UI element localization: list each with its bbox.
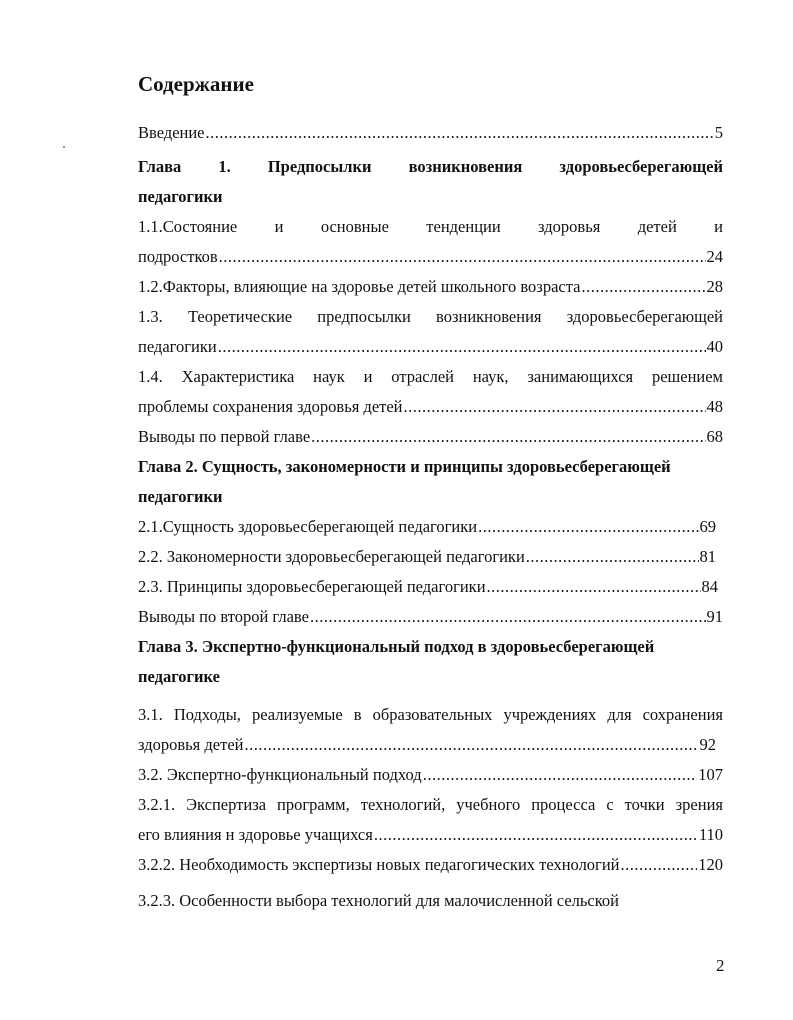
toc-entry-conclusion-1[interactable] <box>138 426 723 448</box>
toc-entry-2-2[interactable] <box>138 546 716 568</box>
toc-page-number: 69 <box>699 517 716 536</box>
toc-entry-2-3[interactable] <box>138 576 718 598</box>
toc-entry-3-2-2[interactable] <box>138 854 723 876</box>
toc-entry-3-2-3[interactable]: 3.2.3. Особенности выбора технологий для малочисленной сельской <box>138 891 619 910</box>
toc-entry-text: Выводы по первой главе <box>138 427 311 446</box>
toc-page-number: 92 <box>699 735 716 754</box>
toc-entry-3-1-cont <box>138 734 716 756</box>
toc-entry-text: 2.3. Принципы здоровьесберегающей педагогики <box>138 577 486 596</box>
toc-entry-text: 3.2.2. Необходимость экспертизы новых педагогических технологий <box>138 855 620 874</box>
toc-page-number: 40 <box>706 337 723 356</box>
toc-entry-text: 2.1.Сущность здоровьесберегающей педагогики <box>138 517 478 536</box>
toc-page-number: 5 <box>714 123 723 142</box>
toc-entry-1-1[interactable]: 1.1.Состояние и основные тенденции здоровья детей и <box>138 217 723 236</box>
toc-entry-text: проблемы сохранения здоровья детей <box>138 397 403 416</box>
toc-entry-text: 1.2.Факторы, влияющие на здоровье детей школьного возраста <box>138 277 581 296</box>
toc-page-number: 91 <box>706 607 723 626</box>
toc-entry-3-2-1[interactable]: 3.2.1. Экспертиза программ, технологий, учебного процесса с точки зрения <box>138 795 723 814</box>
toc-entry-text: Введение <box>138 123 205 142</box>
toc-entry-3-2[interactable] <box>138 764 723 786</box>
toc-page-number: 110 <box>698 825 723 844</box>
toc-entry-text: здоровья детей <box>138 735 244 754</box>
toc-entry-text: Выводы по второй главе <box>138 607 309 626</box>
scan-speck <box>63 146 65 148</box>
toc-page-number: 24 <box>706 247 723 266</box>
toc-page-number: 48 <box>706 397 723 416</box>
toc-entry-intro[interactable] <box>138 122 723 144</box>
toc-entry-text: 3.2. Экспертно-функциональный подход <box>138 765 422 784</box>
toc-entry-1-3-cont <box>138 336 723 358</box>
toc-entry-text: 2.2. Закономерности здоровьесберегающей педагогики <box>138 547 525 566</box>
toc-chapter-1[interactable]: Глава 1. Предпосылки возникновения здоровьесберегающей <box>138 157 723 176</box>
toc-entry-1-4[interactable]: 1.4. Характеристика наук и отраслей наук, занимающихся решением <box>138 367 723 386</box>
toc-entry-1-2[interactable] <box>138 276 723 298</box>
toc-chapter-3-cont: педагогике <box>138 667 220 686</box>
toc-entry-text: педагогики <box>138 337 217 356</box>
toc-entry-1-4-cont <box>138 396 723 418</box>
toc-chapter-2-cont: педагогики <box>138 487 223 506</box>
toc-entry-text: подростков <box>138 247 218 266</box>
toc-chapter-1-cont: педагогики <box>138 187 223 206</box>
toc-chapter-2[interactable]: Глава 2. Сущность, закономерности и принципы здоровьесберегающей <box>138 457 671 476</box>
page-number: 2 <box>716 956 725 975</box>
toc-entry-conclusion-2[interactable] <box>138 606 723 628</box>
toc-page-number: 120 <box>698 855 723 874</box>
page-title: Содержание <box>138 72 254 96</box>
toc-entry-3-1[interactable]: 3.1. Подходы, реализуемые в образовательных учреждениях для сохранения <box>138 705 723 724</box>
toc-entry-text: его влияния н здоровье учащихся <box>138 825 373 844</box>
toc-page-number: 81 <box>699 547 716 566</box>
toc-entry-1-1-cont <box>138 246 723 268</box>
toc-page-number: 68 <box>706 427 723 446</box>
toc-entry-2-1[interactable] <box>138 516 716 538</box>
toc-entry-3-2-1-cont <box>138 824 723 846</box>
toc-page-number: 84 <box>701 577 718 596</box>
toc-page-number: 28 <box>706 277 723 296</box>
toc-entry-1-3[interactable]: 1.3. Теоретические предпосылки возникновения здоровьесберегающей <box>138 307 723 326</box>
toc-page-number: 107 <box>698 765 723 784</box>
toc-chapter-3[interactable]: Глава 3. Экспертно-функциональный подход в здоровьесберегающей <box>138 637 655 656</box>
